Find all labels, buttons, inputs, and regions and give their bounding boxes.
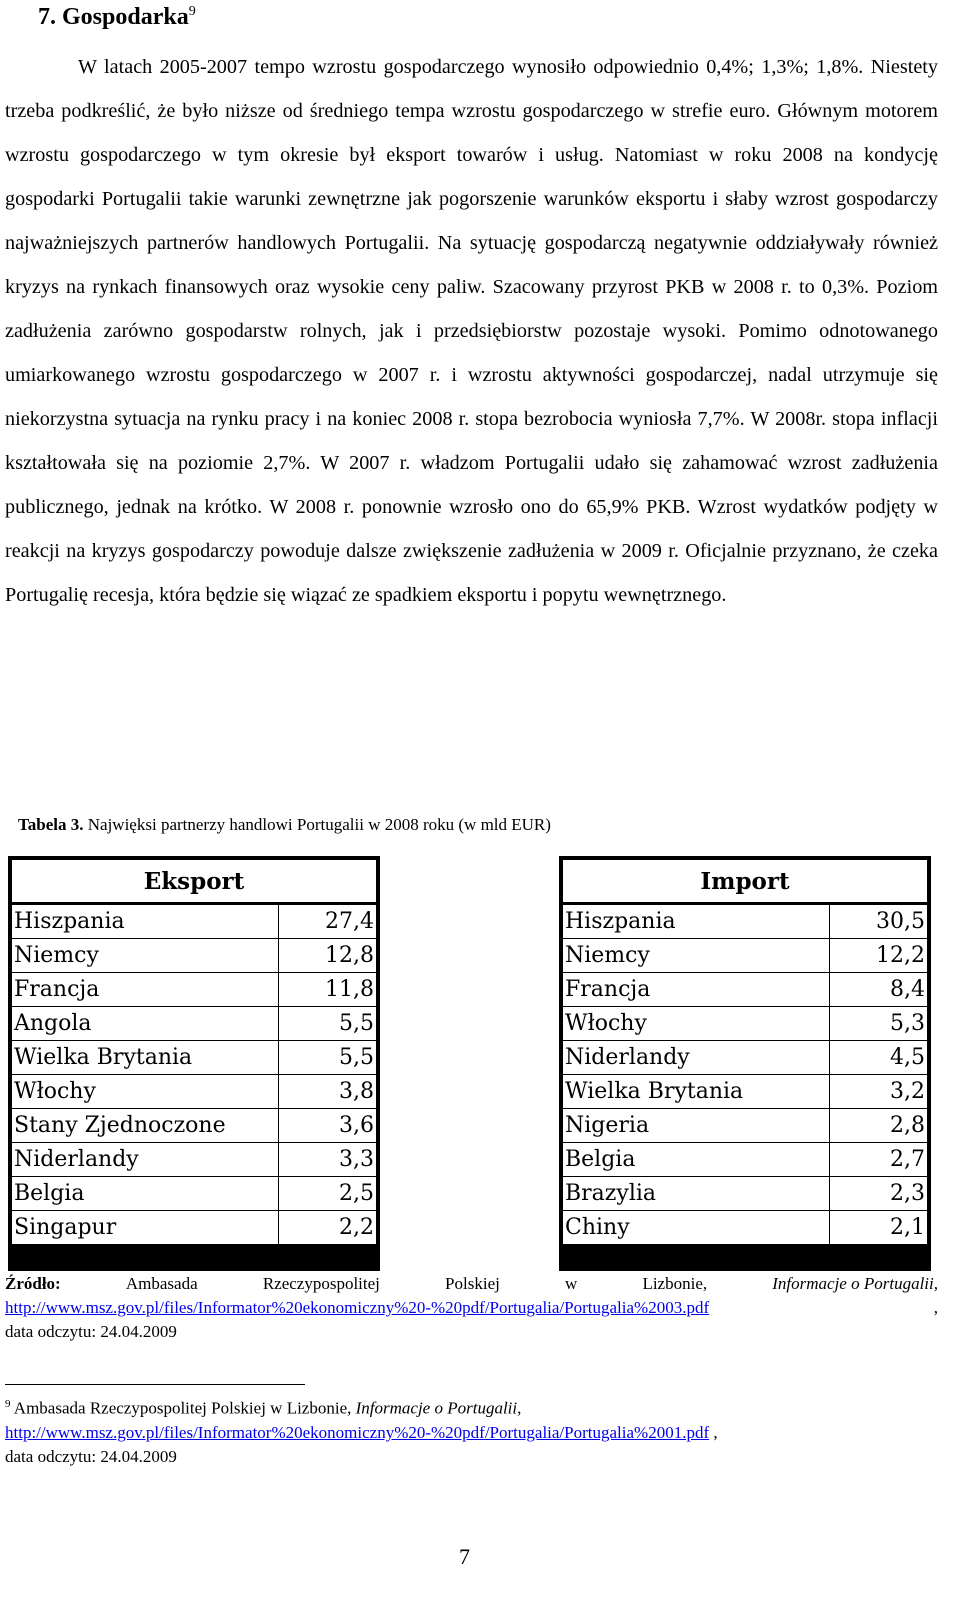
import-value: 5,3: [830, 1007, 928, 1041]
footnote-line: [5, 1392, 938, 1421]
import-row: [563, 1211, 927, 1245]
import-country: Nigeria: [563, 1109, 830, 1143]
export-value: 2,2: [279, 1211, 377, 1245]
import-value: 2,3: [830, 1177, 928, 1211]
export-country: Belgia: [12, 1177, 279, 1211]
source-title: Informacje o Portugalii,: [772, 1274, 938, 1293]
export-row: [12, 939, 376, 973]
export-country: Niderlandy: [12, 1143, 279, 1177]
export-country: Stany Zjednoczone: [12, 1109, 279, 1143]
footnote-text: Ambasada Rzeczypospolitej Polskiej w Lizbonie,: [10, 1398, 356, 1418]
import-row: [563, 1041, 927, 1075]
footnote-number: 9: [5, 1398, 11, 1410]
table-caption-label: Tabela 3.: [18, 815, 84, 834]
page-number: 7: [459, 1544, 470, 1569]
export-country: Wielka Brytania: [12, 1041, 279, 1075]
export-country: Hiszpania: [12, 904, 279, 939]
export-table-frame: [8, 856, 380, 1271]
import-country: Hiszpania: [563, 904, 830, 939]
export-value: 5,5: [279, 1007, 377, 1041]
export-value: 12,8: [279, 939, 377, 973]
import-row: [563, 1109, 927, 1143]
import-table-frame: [559, 856, 931, 1271]
export-row: [12, 1007, 376, 1041]
source-date: data odczytu: 24.04.2009: [5, 1322, 177, 1341]
export-country: Angola: [12, 1007, 279, 1041]
import-country: Włochy: [563, 1007, 830, 1041]
export-value: 5,5: [279, 1041, 377, 1075]
source-line: [5, 1272, 938, 1296]
footnote-divider: [5, 1384, 305, 1385]
export-row: [12, 1075, 376, 1109]
import-value: 2,7: [830, 1143, 928, 1177]
import-value: 30,5: [830, 904, 928, 939]
table-caption-text: Najwięksi partnerzy handlowi Portugalii w 2008 roku (w mld EUR): [83, 815, 551, 834]
footnote-date: data odczytu: 24.04.2009: [5, 1446, 177, 1466]
import-country: Francja: [563, 973, 830, 1007]
export-country: Francja: [12, 973, 279, 1007]
source-word: Polskiej: [445, 1274, 500, 1293]
import-row: [563, 1143, 927, 1177]
footnote-url-line: [5, 1421, 938, 1445]
import-country: Belgia: [563, 1143, 830, 1177]
import-country: Niemcy: [563, 939, 830, 973]
footnote: [5, 1392, 938, 1469]
import-country: Chiny: [563, 1211, 830, 1245]
source-url-line: [5, 1296, 938, 1320]
export-row: [12, 1143, 376, 1177]
footnote-ref: 9: [188, 4, 196, 19]
import-row: [563, 939, 927, 973]
footnote-title: Informacje o Portugalii: [355, 1398, 518, 1418]
import-value: 3,2: [830, 1075, 928, 1109]
import-value: 8,4: [830, 973, 928, 1007]
source-comma: ,: [933, 1298, 938, 1317]
export-country: Singapur: [12, 1211, 279, 1245]
import-table: [563, 860, 927, 1244]
footnote-link[interactable]: http://www.msz.gov.pl/files/Informator%20ekonomiczny%20-%20pdf/Portugalia/Portugalia%2001.pdf: [5, 1422, 710, 1442]
source-link[interactable]: http://www.msz.gov.pl/files/Informator%20ekonomiczny%20-%20pdf/Portugalia/Portugalia%2003.pdf: [5, 1298, 710, 1317]
source-word: Ambasada: [125, 1274, 198, 1293]
source-word: Lizbonie,: [642, 1274, 708, 1293]
import-row: [563, 1177, 927, 1211]
export-value: 2,5: [279, 1177, 377, 1211]
export-row: [12, 973, 376, 1007]
import-value: 12,2: [830, 939, 928, 973]
footnote-after-title: ,: [517, 1398, 522, 1418]
export-value: 3,3: [279, 1143, 377, 1177]
source-label: Źródło:: [5, 1274, 61, 1293]
export-country: Niemcy: [12, 939, 279, 973]
export-row: [12, 1177, 376, 1211]
export-value: 11,8: [279, 973, 377, 1007]
import-value: 2,1: [830, 1211, 928, 1245]
import-table-header: Import: [563, 860, 927, 904]
import-row: [563, 1075, 927, 1109]
source-word: w: [565, 1274, 578, 1293]
source-note: [5, 1272, 938, 1344]
import-row: [563, 973, 927, 1007]
export-row: [12, 1041, 376, 1075]
export-table: [12, 860, 376, 1244]
export-row: [12, 1109, 376, 1143]
footnote-after-url: ,: [709, 1422, 718, 1442]
table-caption: [18, 815, 551, 835]
import-row: [563, 904, 927, 939]
section-title: 7. Gospodarka: [38, 4, 189, 30]
export-value: 3,6: [279, 1109, 377, 1143]
import-country: Niderlandy: [563, 1041, 830, 1075]
body-paragraph: [5, 45, 938, 617]
import-value: 4,5: [830, 1041, 928, 1075]
paragraph-text: W latach 2005-2007 tempo wzrostu gospodarczego wynosiło odpowiednio 0,4%; 1,3%; 1,8%. Niestety trzeba podkreślić, że było niższe od średniego tempa wzrostu gospodarczego w strefie euro. Głównym motorem wzrostu gospodarczego w tym okresie był eksport towarów i usług. Natomiast w roku 2008 na kondycję gospodarki Portugalii takie warunki zewnętrzne jak pogorszenie warunków eksportu i słaby wzrost gospodarczy najważniejszych partnerów handlowych Portugalii. Na sytuację gospodarczą negatywnie oddziaływały również kryzys na rynkach finansowych oraz wysokie ceny paliw. Szacowany przyrost PKB w 2008 r. to 0,3%. Poziom zadłużenia zarówno gospodarstw rolnych, jak i przedsiębiorstw pozostaje wysoki. Pomimo odnotowanego umiarkowanego wzrostu gospodarczego w 2007 r. i wzrostu aktywności gospodarczej, nadal utrzymuje się niekorzystna sytuacja na rynku pracy i na koniec 2008 r. stopa bezrobocia wyniosła 7,7%. W 2008r. stopa inflacji kształtowała się na poziomie 2,7%. W 2007 r. władzom Portugalii udało się zahamować wzrost zadłużenia publicznego, jednak na krótko. W 2008 r. ponownie wzrosło ono do 65,9% PKB. Wzrost wydatków podjęty w reakcji na kryzys gospodarczy powoduje dalsze zwiększenie zadłużenia w 2009 r. Oficjalnie przyznano, że czeka Portugalię recesja, która będzie się wiązać ze spadkiem eksportu i popytu wewnętrznego.: [5, 56, 938, 606]
section-heading: [38, 4, 196, 31]
import-country: Brazylia: [563, 1177, 830, 1211]
export-row: [12, 904, 376, 939]
source-word: Rzeczypospolitej: [262, 1274, 380, 1293]
export-country: Włochy: [12, 1075, 279, 1109]
import-row: [563, 1007, 927, 1041]
export-row: [12, 1211, 376, 1245]
export-table-header: Eksport: [12, 860, 376, 904]
export-value: 27,4: [279, 904, 377, 939]
import-value: 2,8: [830, 1109, 928, 1143]
import-country: Wielka Brytania: [563, 1075, 830, 1109]
export-value: 3,8: [279, 1075, 377, 1109]
